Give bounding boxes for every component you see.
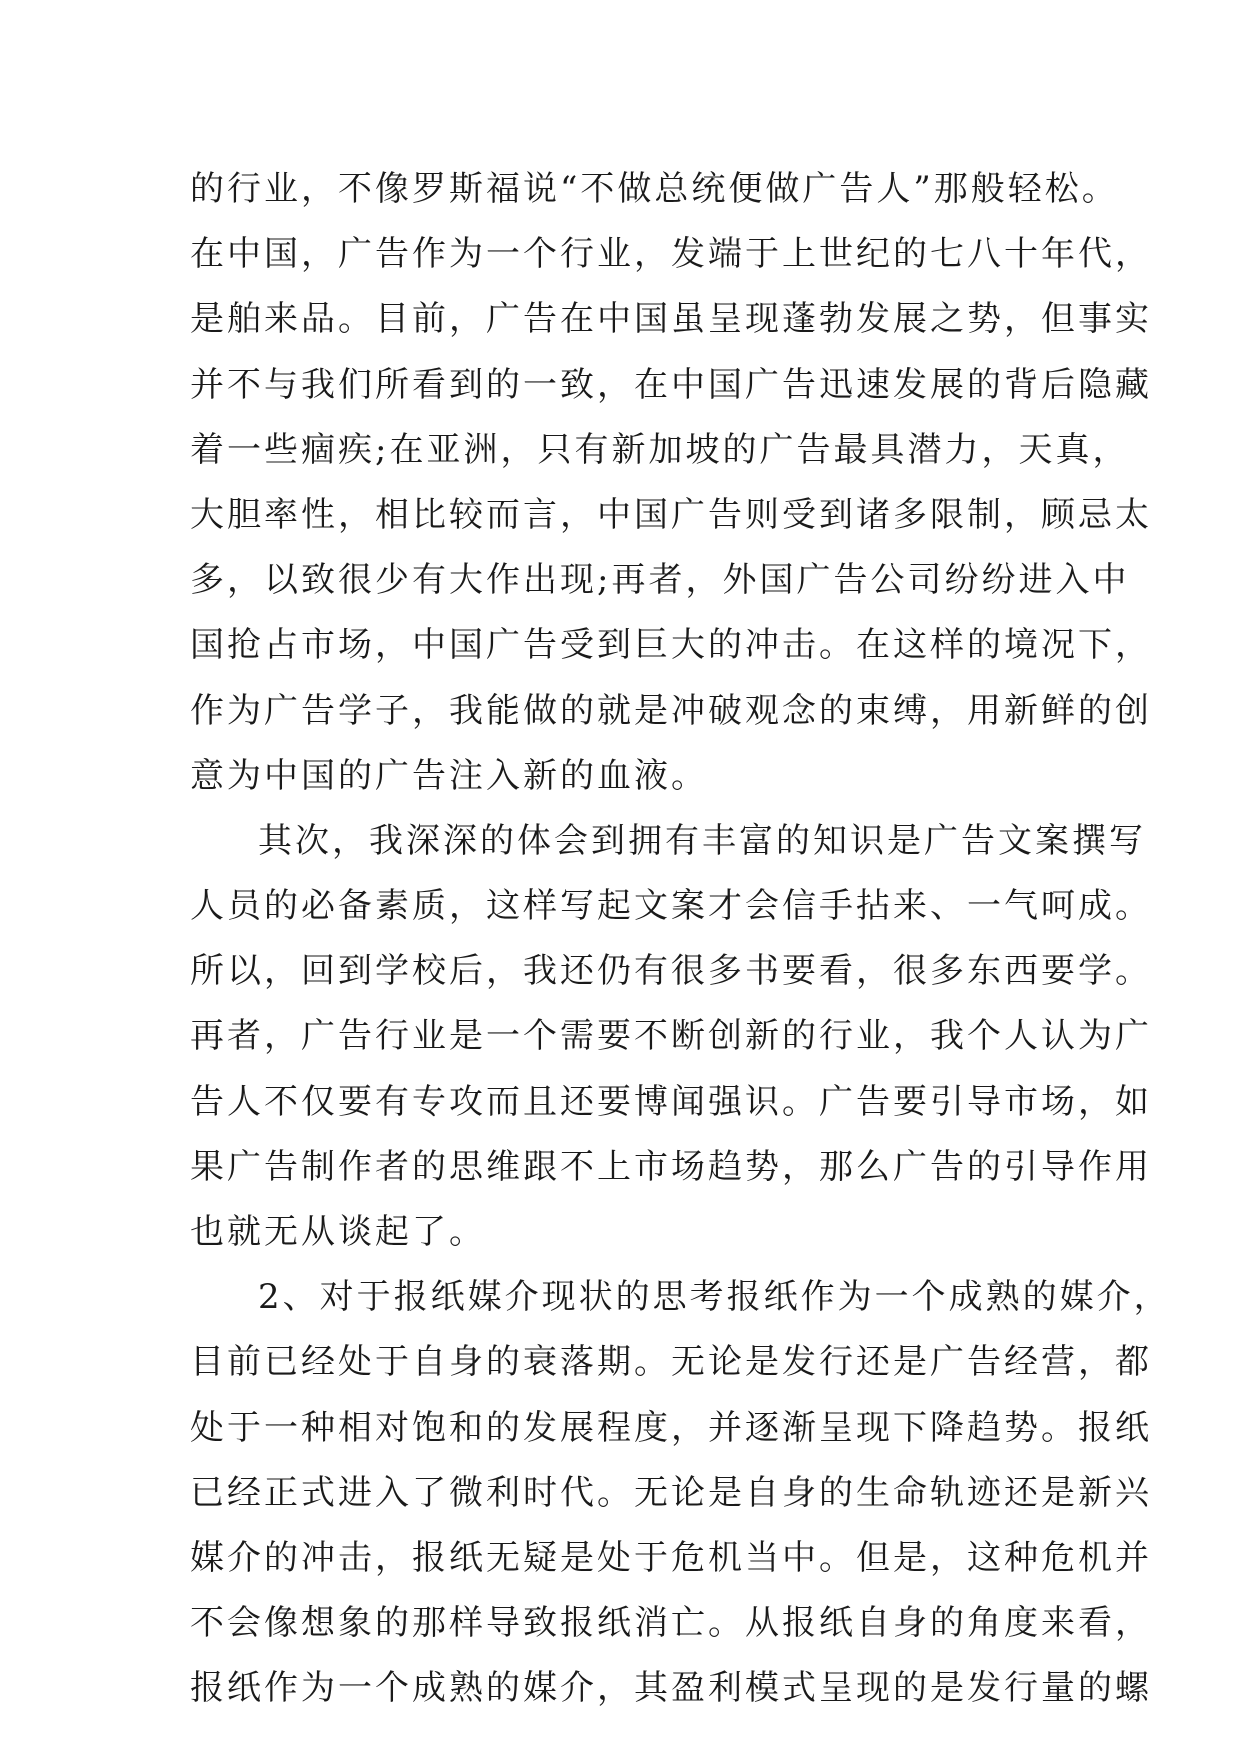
text-line: 已经正式进入了微利时代。无论是自身的生命轨迹还是新兴 bbox=[190, 1472, 1152, 1513]
text-line: 处于一种相对饱和的发展程度，并逐渐呈现下降趋势。报纸 bbox=[190, 1407, 1152, 1448]
text-line: 并不与我们所看到的一致，在中国广告迅速发展的背后隐藏 bbox=[190, 364, 1152, 405]
text-line: 所以，回到学校后，我还仍有很多书要看，很多东西要学。 bbox=[190, 951, 1152, 992]
text-line: 在中国，广告作为一个行业，发端于上世纪的七八十年代， bbox=[190, 234, 1152, 275]
paragraph-2 bbox=[190, 809, 1152, 1265]
text-line: 2、对于报纸媒介现状的思考报纸作为一个成熟的媒介， bbox=[258, 1277, 1171, 1318]
text-line: 的行业，不像罗斯福说“不做总统便做广告人”那般轻松。 bbox=[190, 169, 1119, 209]
text-line: 人员的必备素质，这样写起文案才会信手拈来、一气呵成。 bbox=[190, 886, 1152, 927]
text-line: 也就无从谈起了。 bbox=[190, 1212, 486, 1252]
text-line: 再者，广告行业是一个需要不断创新的行业，我个人认为广 bbox=[190, 1016, 1152, 1057]
text-line: 告人不仅要有专攻而且还要博闻强识。广告要引导市场，如 bbox=[190, 1081, 1152, 1122]
text-line: 作为广告学子，我能做的就是冲破观念的束缚，用新鲜的创 bbox=[190, 690, 1152, 731]
text-line: 媒介的冲击，报纸无疑是处于危机当中。但是，这种危机并 bbox=[190, 1537, 1152, 1578]
text-line: 目前已经处于自身的衰落期。无论是发行还是广告经营，都 bbox=[190, 1342, 1152, 1383]
text-line: 多，以致很少有大作出现;再者，外国广告公司纷纷进入中 bbox=[190, 560, 1130, 601]
text-line: 不会像想象的那样导致报纸消亡。从报纸自身的角度来看， bbox=[190, 1603, 1152, 1644]
paragraph-3 bbox=[190, 1265, 1171, 1721]
paragraph-1 bbox=[190, 157, 1152, 809]
body-text bbox=[190, 157, 1171, 1722]
text-line: 是舶来品。目前，广告在中国虽呈现蓬勃发展之势，但事实 bbox=[190, 299, 1152, 340]
text-line: 果广告制作者的思维跟不上市场趋势，那么广告的引导作用 bbox=[190, 1146, 1152, 1187]
text-line: 着一些痼疾;在亚洲，只有新加坡的广告最具潜力，天真， bbox=[190, 429, 1130, 470]
text-line: 国抢占市场，中国广告受到巨大的冲击。在这样的境况下， bbox=[190, 625, 1152, 666]
text-line: 报纸作为一个成熟的媒介，其盈利模式呈现的是发行量的螺 bbox=[190, 1668, 1152, 1709]
text-line: 意为中国的广告注入新的血液。 bbox=[190, 755, 708, 796]
text-line: 大胆率性，相比较而言，中国广告则受到诸多限制，顾忌太 bbox=[190, 494, 1152, 535]
text-line: 其次，我深深的体会到拥有丰富的知识是广告文案撰写 bbox=[258, 820, 1146, 861]
